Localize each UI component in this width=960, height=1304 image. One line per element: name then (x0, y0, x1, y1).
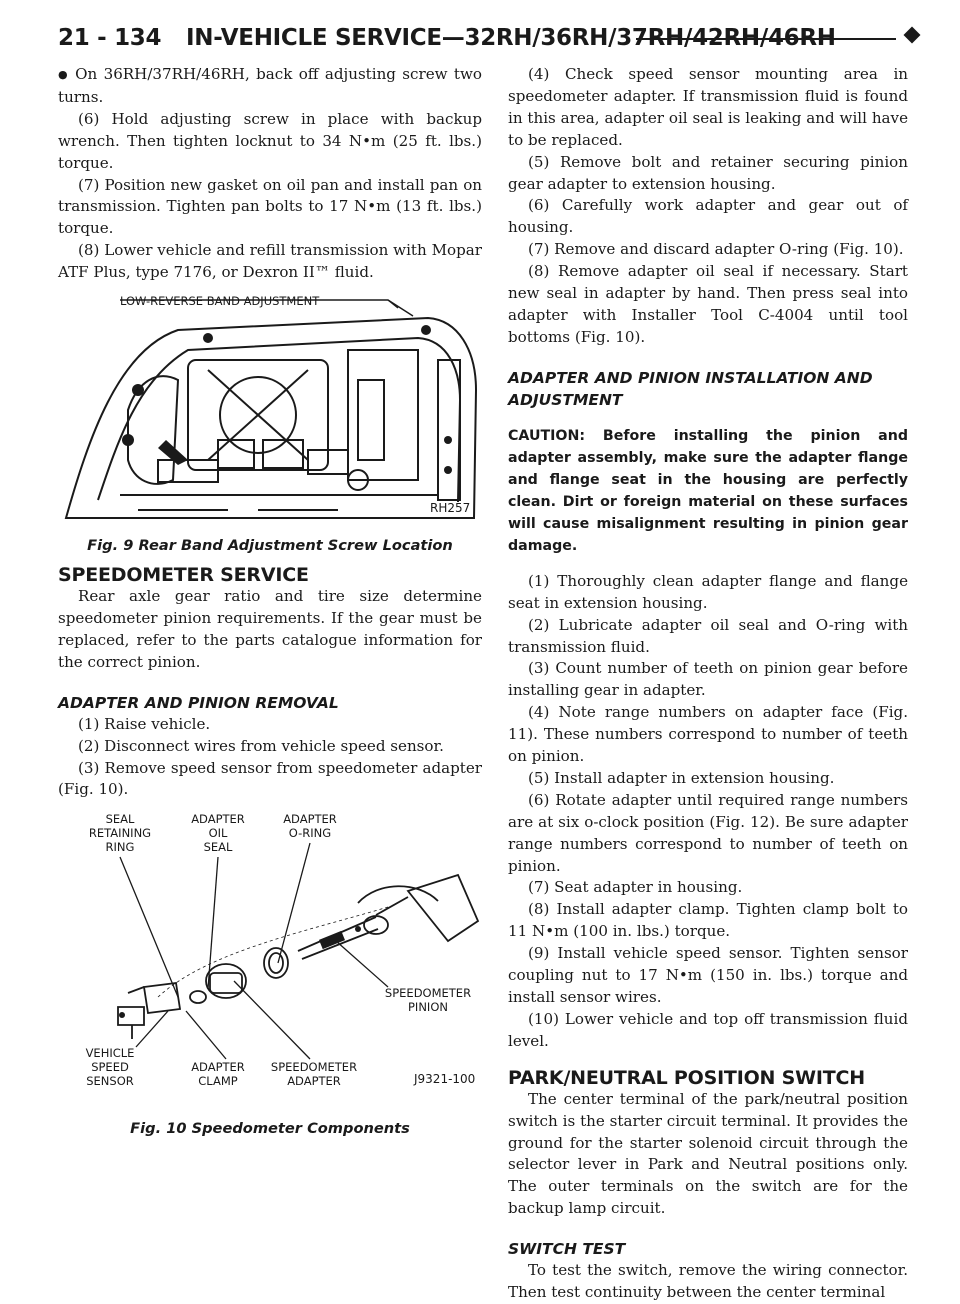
fig10-label: OIL (208, 826, 228, 841)
fig10-label: O-RING (288, 826, 332, 841)
step-paragraph: (6) Carefully work adapter and gear out of housing. (508, 196, 908, 237)
fig9-label: LOW-REVERSE BAND ADJUSTMENT (120, 294, 320, 309)
right-column (508, 64, 908, 1304)
fig10-label: CLAMP (198, 1074, 238, 1089)
rear-band-diagram (58, 290, 482, 530)
step-paragraph: (4) Note range numbers on adapter face (Fig. 11). These numbers correspond to number of teeth on pinion. (508, 703, 908, 766)
step-paragraph: (8) Install adapter clamp. Tighten clamp bolt to 11 N•m (100 in. lbs.) torque. (508, 900, 908, 941)
fig10-label: RING (105, 840, 135, 855)
page-header (58, 16, 918, 60)
step-paragraph: (2) Lubricate adapter oil seal and O-ring with transmission fluid. (508, 615, 908, 656)
page-number: 21 - 134 (58, 25, 162, 51)
left-column (58, 64, 482, 1139)
fig10-label: SPEEDOMETER (270, 1060, 358, 1075)
section-heading: SPEEDOMETER SERVICE (58, 564, 309, 587)
subsection-heading: SWITCH TEST (508, 1240, 626, 1259)
body-paragraph: Rear axle gear ratio and tire size determine speedometer pinion requirements. If the gear must be replaced, refer to the parts catalogue information for the correct pinion. (58, 587, 482, 671)
step-paragraph: (3) Count number of teeth on pinion gear before installing gear in adapter. (508, 659, 908, 700)
step-paragraph: (9) Install vehicle speed sensor. Tighten sensor coupling nut to 17 N•m (150 in. lbs.) torque and install sensor wires. (508, 944, 908, 1006)
figure-10 (58, 811, 482, 1139)
fig10-label: SPEEDOMETER (384, 986, 472, 1001)
body-paragraph: To test the switch, remove the wiring connector. Then test continuity between the center terminal (508, 1261, 908, 1302)
fig10-label: PINION (408, 1000, 448, 1015)
bullet-paragraph: ● On 36RH/37RH/46RH, back off adjusting screw two turns. (58, 64, 482, 109)
fig10-label: SEAL (203, 840, 233, 855)
fig10-label: SENSOR (86, 1074, 134, 1089)
step-paragraph: (3) Remove speed sensor from speedometer adapter (Fig. 10). (58, 758, 482, 799)
step-paragraph: (10) Lower vehicle and top off transmission fluid level. (508, 1009, 908, 1050)
step-paragraph: (1) Thoroughly clean adapter flange and flange seat in extension housing. (508, 571, 908, 612)
subsection-heading: ADAPTER AND PINION REMOVAL (58, 693, 339, 712)
figure-9 (58, 290, 482, 556)
step-paragraph: (2) Disconnect wires from vehicle speed sensor. (78, 736, 444, 755)
fig10-label: SEAL (105, 812, 135, 827)
fig10-label: ADAPTER (191, 1060, 245, 1075)
fig10-label: ADAPTER (283, 812, 337, 827)
fig10-label: ADAPTER (191, 812, 245, 827)
fig10-caption: Fig. 10 Speedometer Components (130, 1120, 410, 1138)
step-paragraph: (4) Check speed sensor mounting area in speedometer adapter. If transmission fluid is found in this area, adapter oil seal is leaking and will have to be replaced. (508, 65, 908, 149)
diamond-icon (904, 27, 921, 44)
fig10-label: RETAINING (88, 826, 152, 841)
body-paragraph: The center terminal of the park/neutral position switch is the starter circuit terminal. It provides the ground for the starter solenoid circuit through the selector lever in Park and Neutral positions only. The outer terminals on the switch are for the backup lamp circuit. (508, 1089, 908, 1218)
step-paragraph: (7) Seat adapter in housing. (528, 878, 743, 897)
step-paragraph: (8) Lower vehicle and refill transmission with Mopar ATF Plus, type 7176, or Dexron II™ fluid. (58, 241, 482, 282)
step-paragraph: (7) Position new gasket on oil pan and install pan on transmission. Tighten pan bolts to 17 N•m (13 ft. lbs.) torque. (58, 175, 482, 238)
section-heading: PARK/NEUTRAL POSITION SWITCH (508, 1066, 865, 1089)
fig10-label: VEHICLE (85, 1046, 135, 1061)
step-paragraph: (6) Hold adjusting screw in place with backup wrench. Then tighten locknut to 34 N•m (25 ft. lbs.) torque. (58, 109, 482, 172)
step-paragraph: (6) Rotate adapter until required range numbers are at six o-clock position (Fig. 12). Be sure adapter range numbers correspond to number of teeth on pinion. (508, 790, 908, 875)
fig10-label: SPEED (91, 1060, 129, 1075)
step-paragraph: (1) Raise vehicle. (78, 714, 211, 733)
step-paragraph: (5) Remove bolt and retainer securing pinion gear adapter to extension housing. (508, 152, 908, 193)
fig9-code: RH257 (430, 501, 471, 516)
subsection-heading: ADAPTER AND PINION INSTALLATION AND ADJUSTMENT (508, 368, 873, 409)
step-paragraph: (5) Install adapter in extension housing. (528, 768, 835, 787)
step-paragraph: (7) Remove and discard adapter O-ring (Fig. 10). (528, 240, 904, 259)
fig10-code: J9321-100 (414, 1072, 476, 1087)
step-paragraph: (8) Remove adapter oil seal if necessary. Start new seal in adapter by hand. Then press seal into adapter with Installer Tool C-4004 until tool bottoms (Fig. 10). (508, 262, 908, 346)
fig10-label: ADAPTER (287, 1074, 341, 1089)
speedometer-components-diagram (58, 811, 482, 1101)
header-title: IN-VEHICLE SERVICE—32RH/36RH/37RH/42RH/46RH (186, 25, 836, 51)
caution-note: CAUTION: Before installing the pinion and adapter assembly, make sure the adapter flange and flange seat in the housing are perfectly clean. Dirt or foreign material on these surfaces will cause misalignment resulting in pinion gear damage. (508, 427, 908, 554)
header-rule (636, 38, 896, 40)
fig9-caption: Fig. 9 Rear Band Adjustment Screw Location (87, 537, 453, 555)
